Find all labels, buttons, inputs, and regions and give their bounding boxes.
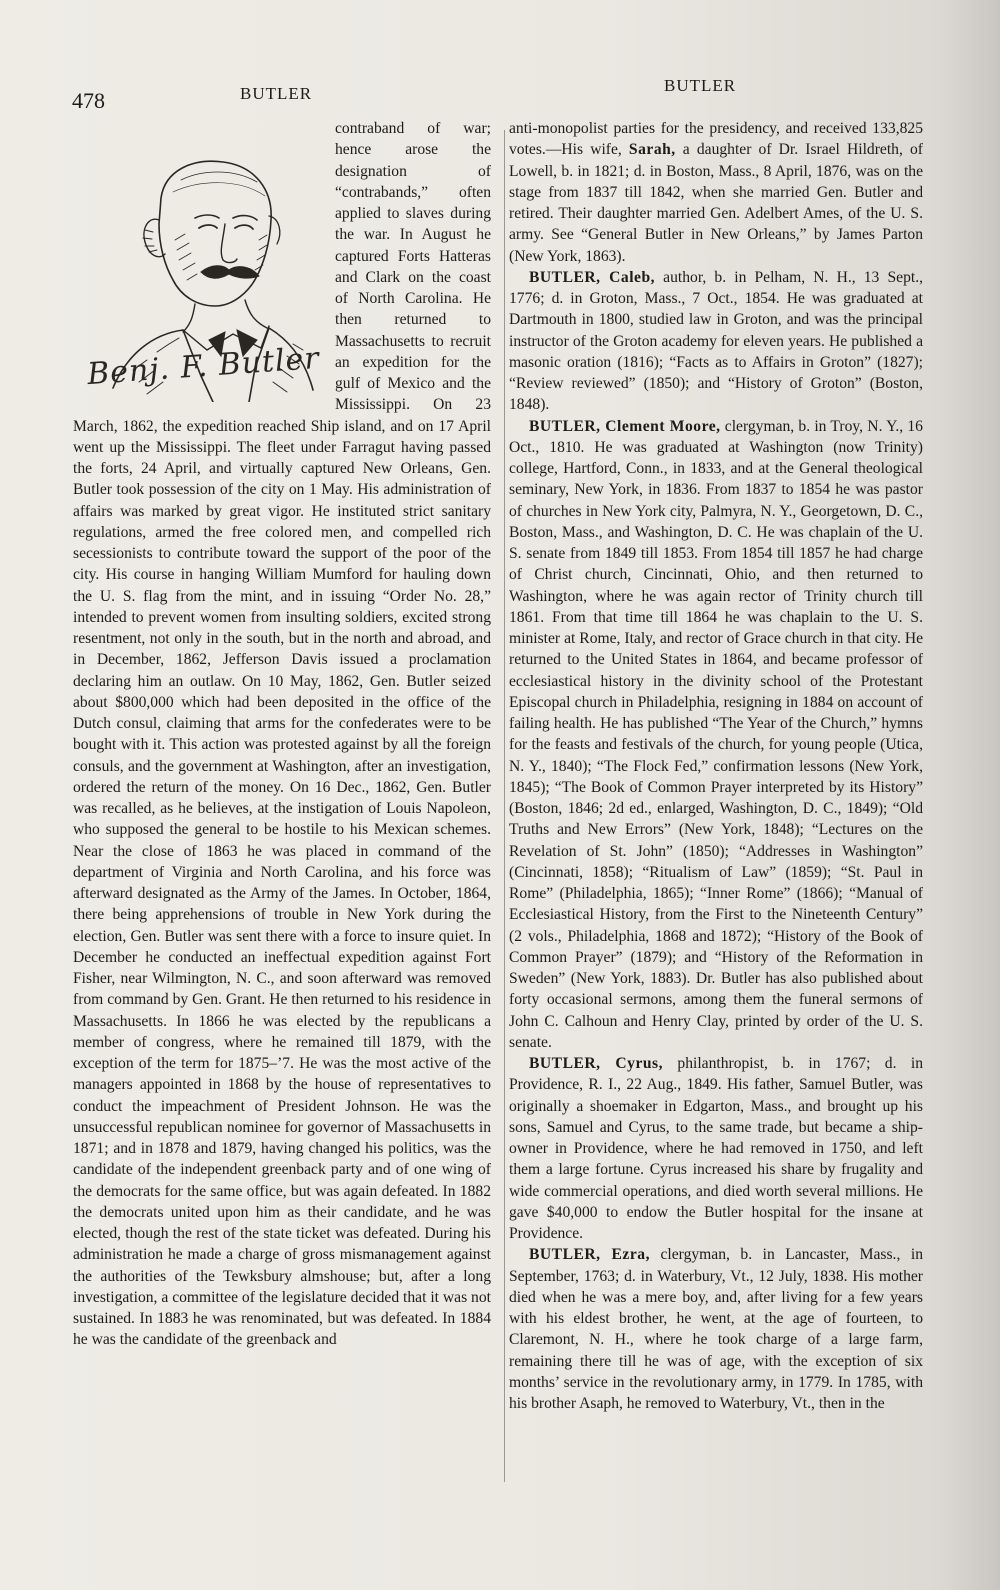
column-divider (504, 130, 505, 1482)
entry-ezra (509, 1244, 923, 1414)
entry-text-cyrus: philanthropist, b. in 1767; d. in Providence, R. I., 22 Aug., 1849. His father, Samuel Butler, was originally a shoemaker in Edgarton, Mass., and brought up his sons, Samuel and Cyrus, to the same trade, but became a ship-owner in Providence, where he had removed in 1750, and left them a large fortune. Cyrus increased his share by frugality and wide commercial operations, and died worth several millions. He gave $40,000 to endow the Butler hospital for the insane at Providence. (509, 1055, 923, 1242)
entry-cyrus (509, 1053, 923, 1244)
running-head-right: BUTLER (664, 76, 737, 95)
entry-text-ezra: clergyman, b. in Lancaster, Mass., in September, 1763; d. in Waterbury, Vt., 12 July, 1838. His mother died when he was a mere boy, and, after living for a few years with his eldest brother, he went, at the age of fourteen, to Claremont, N. H., where he took charge of a large farm, remaining there till he was of age, with the exception of six months’ service in the revolutionary army, in 1779. In 1785, with his brother Asaph, he removed to Waterbury, Vt., then in the (509, 1246, 923, 1412)
entry-clement (509, 416, 923, 1054)
entry-name-ezra: BUTLER, Ezra, (529, 1246, 650, 1264)
page-number: 478 (72, 88, 105, 113)
sarah-text: a daughter of Dr. Israel Hildreth, of Lowell, b. in 1821; d. in Boston, Mass., 8 April, 1876, was on the stage from 1837 till 1842, when she married Gen. Butler and retired. Their daughter married Gen. Adelbert Ames, of the U. S. army. See “General Butler in New Orleans,” by James Parton (New York, 1863). (509, 141, 923, 265)
entry-text-caleb: author, b. in Pelham, N. H., 13 Sept., 1776; d. in Groton, Mass., 7 Oct., 1854. He was graduated at Dartmouth in 1800, studied law in Groton, and was the principal instructor of the Groton academy for eleven years. He published a masonic oration (1816); “Facts as to Affairs in Groton” (1827); “Review reviewed” (1850); and “History of Groton” (Boston, 1848). (509, 268, 923, 414)
running-head-left: BUTLER (240, 84, 313, 103)
right-column (509, 118, 923, 1414)
continued-text: anti-monopolist parties for the presidency, and received 133,825 votes.—His wife, (509, 120, 923, 159)
entry-name-sarah: Sarah, (628, 141, 676, 159)
article-text-butler-benjamin: contraband of war; hence arose the designation of “contrabands,” often applied to slaves during the war. In August he captured Forts Hatteras and Clark on the coast of North Carolina. He then returned to Massachusetts to recruit an expedition for the gulf of Mexico and the Mississippi. On 23 March, 1862, the expedition reached Ship island, and on 17 April went up the Mississippi. The fleet under Farragut having passed the forts, 24 April, and virtually captured New Orleans, Gen. Butler took possession of the city on 1 May. His administration of affairs was marked by great vigor. He instituted strict sanitary regulations, armed the free colored men, and compelled rich secessionists to contribute toward the support of the poor of the city. His course in hanging William Mumford for hauling down the U. S. flag from the mint, and in issuing “Order No. 28,” intended to prevent women from insulting soldiers, excited strong resentment, not only in the south, but in the north and abroad, and in December, 1862, Jefferson Davis issued a proclamation declaring him an outlaw. On 10 May, 1862, Gen. Butler seized about $800,000 which had been deposited in the office of the Dutch consul, claiming that arms for the confederates were to be bought with it. This action was protested against by all the foreign consuls, and the government at Washington, after an investigation, ordered the return of the money. On 16 Dec., 1862, Gen. Butler was recalled, as he believes, at the instigation of Louis Napoleon, who supposed the general to be hostile to his Mexican schemes. Near the close of 1863 he was placed in command of the department of Virginia and North Carolina, and his force was afterward designated as the Army of the James. In October, 1864, there being apprehensions of trouble in New York during the election, Gen. Butler was sent there with a force to insure quiet. In December he conducted an ineffectual expedition against Fort Fisher, near Wilmington, N. C., and soon afterward was removed from command by Gen. Grant. He then returned to his residence in Massachusetts. In 1866 he was elected by the republicans a member of congress, where he remained till 1879, with the exception of the term for 1875–’7. He was the most active of the managers appointed in 1868 by the house of representatives to conduct the impeachment of President Johnson. He was the unsuccessful republican nominee for governor of Massachusetts in 1871; and in 1878 and 1879, having changed his politics, was the candidate of the independent greenback party and of one wing of the democrats for the same office, but was again defeated. In 1882 the democrats united upon him as their candidate, and he was elected, though the rest of the state ticket was defeated. During his administration he made a charge of gross mismanagement against the authorities of the Tewksbury almshouse; but, after a long investigation, a committee of the legislature decided that it was not sustained. In 1883 he was renominated, but was defeated. In 1884 he was the candidate of the greenback and (73, 120, 491, 1349)
left-column (73, 118, 491, 1351)
signature: Benj. F. Butler (86, 340, 321, 393)
entry-name-caleb: BUTLER, Caleb, (529, 268, 656, 286)
entry-name-cyrus: BUTLER, Cyrus, (529, 1055, 664, 1072)
entry-name-clement: BUTLER, Clement Moore, (529, 417, 721, 435)
article-text-butler-continued (509, 118, 923, 267)
portrait-engraving (73, 120, 325, 402)
entry-text-clement: clergyman, b. in Troy, N. Y., 16 Oct., 1810. He was graduated at Washington (now Trinity) college, Hartford, Conn., in 1833, and at the General theological seminary, New York, in 1836. From 1837 to 1854 he was pastor of churches in New York city, Palmyra, N. Y., Georgetown, D. C., Boston, Mass., and Washington, D. C. He was chaplain of the U. S. senate from 1849 till 1853. From 1854 till 1857 he had charge of Christ church, Cincinnati, Ohio, and then returned to Washington, where he was again rector of Trinity church till 1861. From that time till 1864 he was chaplain to the U. S. minister at Rome, Italy, and rector of Grace church in that city. He returned to the United States in 1864, and became professor of ecclesiastical history in the divinity school of the Protestant Episcopal church in Philadelphia, resigning in 1884 on account of failing health. He has published “The Year of the Church,” hymns for the feasts and festivals of the church, for young people (Utica, N. Y., 1840); “The Flock Fed,” confirmation lessons (New York, 1845); “The Book of Common Prayer interpreted by its History” (Boston, 1846; 2d ed., enlarged, Washington, D. C., 1849); “Old Truths and New Errors” (New York, 1848); “Lectures on the Revelation of St. John” (1850); “Addresses in Washington” (Cincinnati, 1858); “Ritualism of Law” (1859); “St. Paul in Rome” (Philadelphia, 1865); “Inner Rome” (1866); “Manual of Ecclesiastical History, from the First to the Nineteenth Century” (2 vols., Philadelphia, 1868 and 1872); “History of the Book of Common Prayer” (1879); and “History of the Reformation in Sweden” (New York, 1883). Dr. Butler has also published about forty occasional sermons, among them the funeral sermons of John C. Calhoun and Henry Clay, printed by order of the U. S. senate. (509, 417, 923, 1051)
entry-caleb (509, 267, 923, 416)
